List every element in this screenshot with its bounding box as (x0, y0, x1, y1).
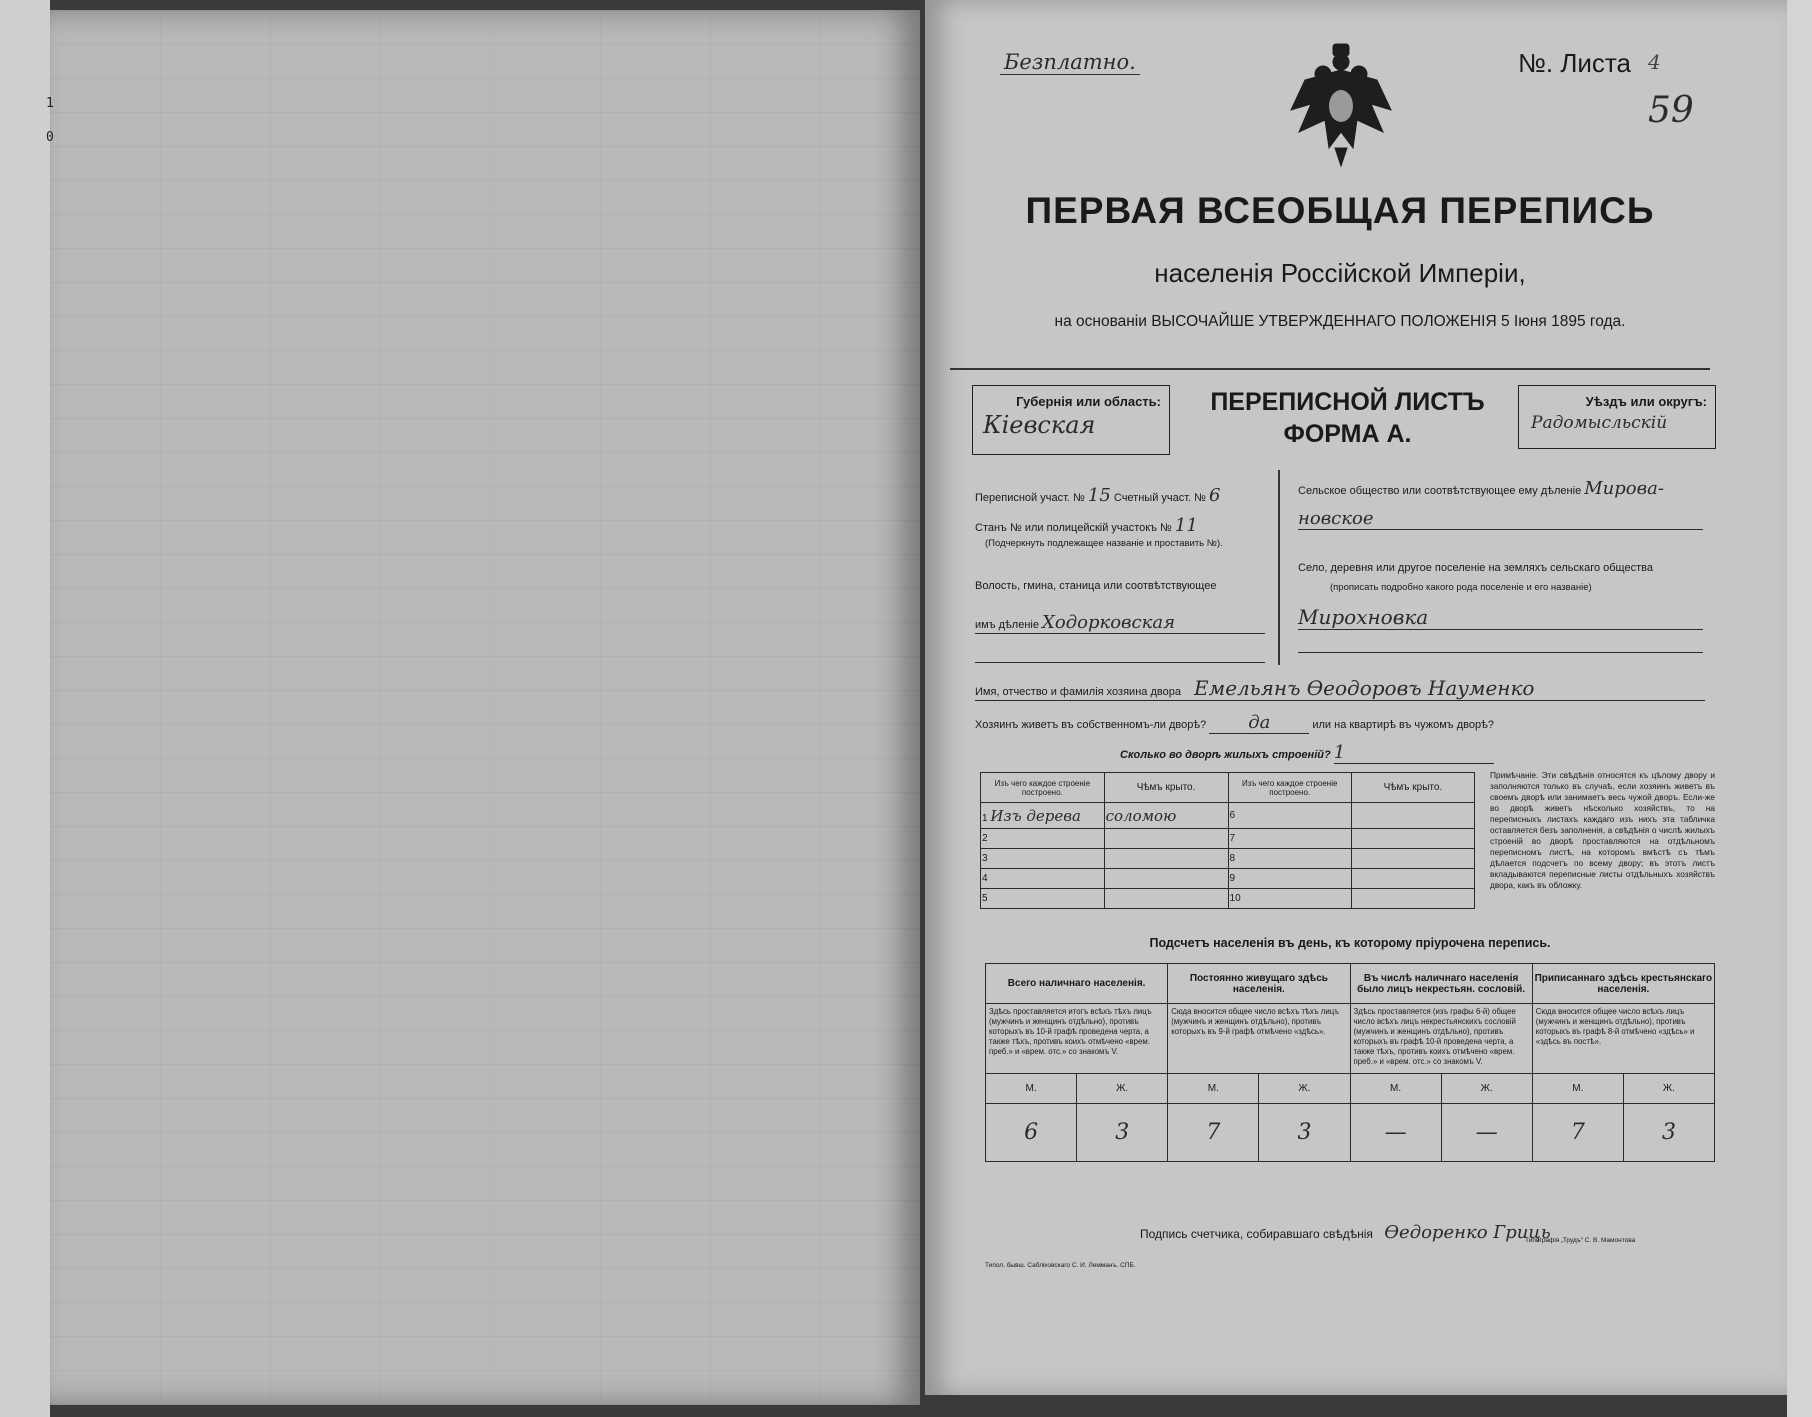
province-box (972, 385, 1170, 455)
police-label: или полицейскій участокъ № (1024, 522, 1172, 534)
female-header: Ж. (1441, 1074, 1532, 1104)
col-roof: Чѣмъ крыто. (1351, 773, 1474, 803)
province-label: Губернія или область: (1016, 394, 1161, 409)
male-header: М. (986, 1074, 1077, 1104)
owner-row (975, 676, 1705, 701)
count-male-value: — (1350, 1104, 1441, 1162)
buildings-value: 1 (1334, 742, 1494, 764)
table-cell (1351, 849, 1474, 869)
col-roof: Чѣмъ крыто. (1104, 773, 1228, 803)
district-box (1518, 385, 1716, 449)
underline-note: (Подчеркнуть подлежащее названіе и проставить №). (985, 538, 1223, 549)
count-col-desc: Сюда вносится общее число всѣхъ лицъ (мужчинъ и женщинъ отдѣльно), противъ которыхъ въ графѣ 8-й отмѣчено «здѣсь» и «здѣсь въ постѣ». (1532, 1004, 1714, 1074)
female-header: Ж. (1623, 1074, 1714, 1104)
signature-value: Өедоренко Гриць (1384, 1222, 1551, 1243)
printer-mark: Типол. бывш. Сабліковскаго С. И. Лемманъ. СПБ. (985, 1262, 1136, 1269)
census-subtitle: населенія Россійской Имперіи, (1154, 258, 1526, 288)
table-cell (1104, 889, 1228, 909)
table-row: 1 Изъ дерева (981, 803, 1105, 829)
table-row: 2 (981, 829, 1105, 849)
imperial-eagle-emblem (1285, 40, 1397, 170)
legal-basis: на основаніи ВЫСОЧАЙШЕ УТВЕРЖДЕННАГО ПОЛОЖЕНІЯ 5 Іюня 1895 года. (1054, 313, 1626, 330)
count-col-desc: Сюда вносится общее число всѣхъ тѣхъ лицъ (мужчинъ и женщинъ отдѣльно), противъ которыхъ въ 9-й графѣ отмѣчено «здѣсь». (1168, 1004, 1350, 1074)
count-male-value: 7 (1532, 1104, 1623, 1162)
table-cell (1351, 869, 1474, 889)
own-yard-label: Хозяинъ живетъ въ собственномъ-ли дворѣ? (975, 719, 1207, 731)
printer-mark: Типографія „Трудъ“ С. В. Мамонтова (1525, 1237, 1636, 1244)
table-row: 3 (981, 849, 1105, 869)
owner-name-label: Имя, отчество и фамилія хозяина двора (975, 686, 1181, 698)
table-row: 5 (981, 889, 1105, 909)
blank-line (1298, 652, 1703, 653)
sheet-number-value: 4 (1648, 50, 1661, 74)
village-value: Мирохновка (1298, 605, 1703, 630)
count-col-header: Постоянно живущаго здѣсь населенія. (1168, 964, 1350, 1004)
volost-label: Волость, гмина, станица или соотвѣтствующее (975, 580, 1217, 592)
female-header: Ж. (1259, 1074, 1350, 1104)
table-cell (1351, 829, 1474, 849)
count-male-value: 6 (986, 1104, 1077, 1162)
buildings-row (1120, 742, 1570, 764)
count-col-header: Въ числѣ наличнаго населенія было лицъ некрестьян. сословій. (1350, 964, 1532, 1004)
table-cell (1351, 889, 1474, 909)
margin-mark: 0 (46, 130, 54, 145)
population-count-table (985, 963, 1715, 1162)
census-title: ПЕРВАЯ ВСЕОБЩАЯ ПЕРЕПИСЬ (1025, 190, 1655, 231)
other-yard-label: или на квартирѣ въ чужомъ дворѣ? (1312, 719, 1494, 731)
volost-row (975, 612, 1265, 634)
count-col-desc: Здѣсь проставляется итогъ всѣхъ тѣхъ лицъ (мужчинъ и женщинъ отдѣльно), противъ которыхъ въ 10-й графѣ проведена черта, а также тѣхъ, противъ коихъ отмѣчено «врем. преб.» и «врем. отс.» со знакомъ V. (986, 1004, 1168, 1074)
table-row: 4 (981, 869, 1105, 889)
census-section-row (975, 485, 1265, 506)
census-section-label: Переписной участ. № (975, 492, 1085, 504)
table-cell: соломою (1104, 803, 1228, 829)
col-material: Изъ чего каждое строеніе построено. (981, 773, 1105, 803)
count-col-desc: Здѣсь проставляется (изъ графы 6-й) общее число всѣхъ лицъ некрестьянскихъ сословій (мужчинъ и женщинъ отдѣльно), противъ которыхъ въ графѣ 10-й проведена черта, а также тѣхъ, противъ коихъ отмѣчено «врем. преб.» и «врем. отс.» со знакомъ V. (1350, 1004, 1532, 1074)
table-cell: 8 (1228, 849, 1351, 869)
volost-label-2: имъ дѣленіе (975, 619, 1039, 631)
divider (950, 368, 1710, 370)
district-label: Уѣздъ или округъ: (1585, 394, 1707, 409)
table-cell (1104, 829, 1228, 849)
sheet-number-label: №. Листа (1518, 48, 1632, 78)
census-section-value: 15 (1087, 485, 1111, 506)
column-divider (1278, 470, 1280, 665)
owner-name-value: Емельянъ Өеодоровъ Науменко (1194, 676, 1535, 700)
male-header: М. (1350, 1074, 1441, 1104)
table-cell (1104, 849, 1228, 869)
stan-row (975, 515, 1265, 536)
village-note: (прописать подробно какого рода поселеніе и его названіе) (1330, 582, 1592, 593)
free-label: Безплатно. (1000, 50, 1140, 75)
count-female-value: 3 (1623, 1104, 1714, 1162)
female-header: Ж. (1077, 1074, 1168, 1104)
province-value: Кіевская (983, 411, 1096, 439)
blank-line (975, 662, 1265, 663)
count-col-header: Приписаннаго здѣсь крестьянскаго населенія. (1532, 964, 1714, 1004)
col-material: Изъ чего каждое строеніе построено. (1228, 773, 1351, 803)
left-page-edge (0, 0, 50, 1417)
buildings-table (980, 772, 1475, 909)
folio-number: 59 (1648, 90, 1694, 131)
count-female-value: — (1441, 1104, 1532, 1162)
stan-label: Станъ № (975, 522, 1022, 534)
police-value: 11 (1174, 515, 1198, 536)
buildings-label: Сколько во дворѣ жилыхъ строеній? (1120, 749, 1331, 761)
own-yard-value: да (1209, 712, 1309, 734)
own-yard-row (975, 712, 1705, 734)
society-value: Мирова- (1584, 478, 1664, 499)
margin-mark: 1 (46, 96, 54, 111)
volost-value: Ходорковская (1042, 612, 1176, 633)
signature-label: Подпись счетчика, собиравшаго свѣдѣнія (1140, 1227, 1373, 1241)
district-value: Радомысльскій (1531, 413, 1668, 433)
count-col-header: Всего наличнаго населенія. (986, 964, 1168, 1004)
table-cell: 10 (1228, 889, 1351, 909)
society-label: Сельское общество или соотвѣтствующее ему дѣленіе (1298, 485, 1582, 497)
count-title: Подсчетъ населенія въ день, къ которому пріурочена перепись. (1149, 936, 1551, 950)
count-section-label: Счетный участ. № (1113, 492, 1206, 504)
table-cell: 7 (1228, 829, 1351, 849)
village-label: Село, деревня или другое поселеніе на земляхъ сельскаго общества (1298, 562, 1653, 574)
form-letter: ФОРМА А. (1283, 420, 1412, 448)
table-cell (1104, 869, 1228, 889)
male-header: М. (1532, 1074, 1623, 1104)
count-female-value: 3 (1077, 1104, 1168, 1162)
table-cell: 9 (1228, 869, 1351, 889)
form-title: ПЕРЕПИСНОЙ ЛИСТЪ (1210, 388, 1485, 416)
left-page-blank (50, 10, 920, 1405)
table-cell (1351, 803, 1474, 829)
society-value-cont: новское (1298, 508, 1703, 530)
buildings-note: Примѣчаніе. Эти свѣдѣнія относятся къ цѣлому двору и заполняются только въ случаѣ, если хозяинъ живетъ въ своемъ дворѣ или занимаетъ весь чужой дворъ. Если-же во дворѣ живетъ нѣсколько хозяйствъ, то на переписныхъ листахъ каждаго изъ нихъ эта табличка оставляется безъ заполненія, а свѣдѣнія о числѣ жилыхъ строеній во дворѣ проставляются на отдѣльномъ переписномъ листѣ, на которомъ вмѣстѣ съ тѣмъ дѣлается подсчетъ по всему двору; въ этотъ листъ вкладываются переписные листы отдѣльныхъ хозяйствъ двора, какъ въ обложку. (1490, 770, 1715, 890)
society-row (1298, 478, 1678, 499)
count-section-value: 6 (1209, 485, 1221, 506)
male-header: М. (1168, 1074, 1259, 1104)
count-female-value: 3 (1259, 1104, 1350, 1162)
table-cell: 6 (1228, 803, 1351, 829)
right-page-edge (1787, 0, 1812, 1417)
count-male-value: 7 (1168, 1104, 1259, 1162)
